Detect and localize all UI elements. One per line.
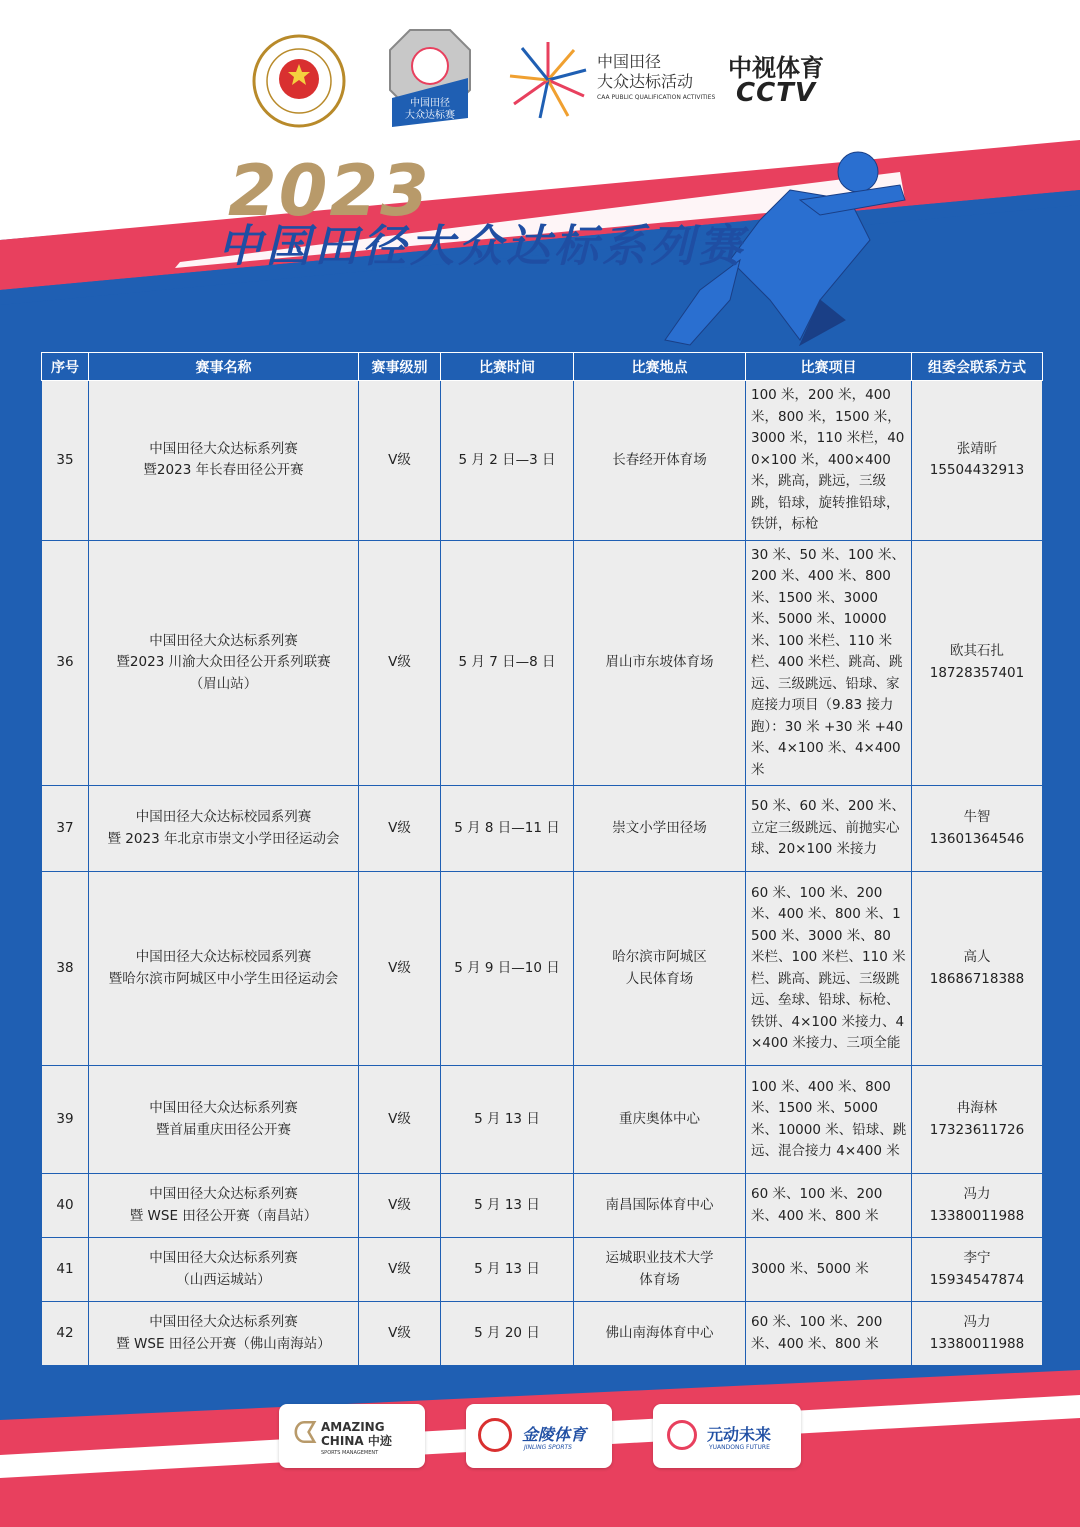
event-items: 60 米、100 米、200 米、400 米、800 米、1500 米、3000 米、80 米栏、100 米栏、110 米栏、跳高、跳远、三级跳远、垒球、铅球、标枪、铁饼、4×100 米接力、4×400 米接力、三项全能 [746,872,912,1066]
event-date: 5 月 8 日—11 日 [441,786,574,872]
year-title: 2023 [228,150,431,232]
column-header: 组委会联系方式 [912,353,1043,381]
table-row [42,786,1043,872]
event-venue: 长春经开体育场 [574,381,746,541]
caa-activity-star-logo [508,40,588,120]
yuandong-icon [667,1420,697,1450]
event-venue: 哈尔滨市阿城区 人民体育场 [574,872,746,1066]
event-items: 3000 米、5000 米 [746,1238,912,1302]
event-level: V级 [359,1174,441,1238]
row-number: 39 [42,1066,89,1174]
event-items: 60 米、100 米、200 米、400 米、800 米 [746,1174,912,1238]
event-date: 5 月 20 日 [441,1302,574,1366]
event-contact: 冉海林 17323611726 [912,1066,1043,1174]
column-header: 比赛地点 [574,353,746,381]
cctv-logo: CCTV [736,78,817,108]
event-contact: 高人 18686718388 [912,872,1043,1066]
sponsor-name: AMAZING CHINA 中迹 [321,1420,392,1448]
row-number: 35 [42,381,89,541]
event-items: 30 米、50 米、100 米、200 米、400 米、800 米、1500 米、3000 米、5000 米、10000 米、100 米栏、110 米栏、400 米栏、跳高、跳远、三级跳远、铅球、家庭接力项目（9.83 接力跑）：30 米 +30 米 +40 米、4×100 米、4×400 米 [746,540,912,786]
event-date: 5 月 13 日 [441,1174,574,1238]
table-row [42,1302,1043,1366]
event-name: 中国田径大众达标校园系列赛 暨哈尔滨市阿城区中小学生田径运动会 [89,872,359,1066]
event-contact: 冯力 13380011988 [912,1302,1043,1366]
event-contact: 冯力 13380011988 [912,1174,1043,1238]
row-number: 36 [42,540,89,786]
logo-bar [0,28,1080,138]
events-table [41,352,1043,1366]
column-header: 比赛项目 [746,353,912,381]
event-contact: 李宁 15934547874 [912,1238,1043,1302]
event-level: V级 [359,872,441,1066]
event-level: V级 [359,786,441,872]
sponsor-sub: SPORTS MANAGEMENT [321,1450,379,1456]
event-venue: 眉山市东坡体育场 [574,540,746,786]
sponsor-name: 元动未来 [707,1425,772,1444]
event-date: 5 月 7 日—8 日 [441,540,574,786]
sponsor-jinling [466,1404,612,1468]
page-title: 中国田径大众达标系列赛 [218,221,746,272]
table-row [42,1238,1043,1302]
column-header: 序号 [42,353,89,381]
activity-name: 中国田径 大众达标活动 [597,52,694,91]
event-venue: 崇文小学田径场 [574,786,746,872]
event-items: 50 米、60 米、200 米、立定三级跳远、前抛实心球、20×100 米接力 [746,786,912,872]
table-row [42,1066,1043,1174]
event-level: V级 [359,1066,441,1174]
row-number: 42 [42,1302,89,1366]
sponsor-yuandong [653,1404,801,1468]
svg-text:大众达标赛: 大众达标赛 [405,110,455,121]
table-header-row [42,353,1043,381]
event-venue: 佛山南海体育中心 [574,1302,746,1366]
sponsor-sub: JINLING SPORTS [524,1444,572,1451]
event-contact: 欧其石扎 18728357401 [912,540,1043,786]
event-name: 中国田径大众达标系列赛 暨 WSE 田径公开赛（南昌站） [89,1174,359,1238]
caa-logo [252,34,346,128]
svg-text:中国田径: 中国田径 [410,98,450,109]
row-number: 40 [42,1174,89,1238]
event-name: 中国田径大众达标系列赛 暨 WSE 田径公开赛（佛山南海站） [89,1302,359,1366]
table-row [42,1174,1043,1238]
row-number: 41 [42,1238,89,1302]
sponsor-amazing-china [279,1404,425,1468]
qualification-badge-logo [388,28,472,128]
event-contact: 张靖昕 15504432913 [912,381,1043,541]
column-header: 赛事级别 [359,353,441,381]
event-venue: 运城职业技术大学 体育场 [574,1238,746,1302]
table-row [42,872,1043,1066]
event-venue: 南昌国际体育中心 [574,1174,746,1238]
event-contact: 牛智 13601364546 [912,786,1043,872]
broadcaster-name: 中视体育 [728,54,824,82]
event-level: V级 [359,540,441,786]
table-row [42,540,1043,786]
event-level: V级 [359,1302,441,1366]
event-date: 5 月 13 日 [441,1238,574,1302]
event-name: 中国田径大众达标系列赛 （山西运城站） [89,1238,359,1302]
jinling-icon [478,1418,512,1452]
event-date: 5 月 2 日—3 日 [441,381,574,541]
event-name: 中国田径大众达标系列赛 暨2023 川渝大众田径公开系列联赛 （眉山站） [89,540,359,786]
event-venue: 重庆奥体中心 [574,1066,746,1174]
event-name: 中国田径大众达标校园系列赛 暨 2023 年北京市崇文小学田径运动会 [89,786,359,872]
event-items: 60 米、100 米、200 米、400 米、800 米 [746,1302,912,1366]
row-number: 37 [42,786,89,872]
table-row [42,381,1043,541]
event-name: 中国田径大众达标系列赛 暨首届重庆田径公开赛 [89,1066,359,1174]
table-body [42,381,1043,1366]
event-items: 100 米、400 米、800 米、1500 米、5000 米、10000 米、铅球、跳远、混合接力 4×400 米 [746,1066,912,1174]
event-level: V级 [359,381,441,541]
event-name: 中国田径大众达标系列赛 暨2023 年长春田径公开赛 [89,381,359,541]
event-date: 5 月 9 日—10 日 [441,872,574,1066]
event-level: V级 [359,1238,441,1302]
column-header: 比赛时间 [441,353,574,381]
row-number: 38 [42,872,89,1066]
column-header: 赛事名称 [89,353,359,381]
event-date: 5 月 13 日 [441,1066,574,1174]
sponsor-name: 金陵体育 [522,1425,587,1444]
event-items: 100 米，200 米，400 米，800 米，1500 米，3000 米，110 米栏，400×100 米，400×400 米，跳高，跳远，三级跳，铅球，旋转推铅球，铁饼，标枪 [746,381,912,541]
activity-name-en: CAA PUBLIC QUALIFICATION ACTIVITIES [597,94,716,101]
sponsor-sub: YUANDONG FUTURE [709,1444,770,1451]
amazing-china-icon: ᗧ [293,1416,318,1451]
